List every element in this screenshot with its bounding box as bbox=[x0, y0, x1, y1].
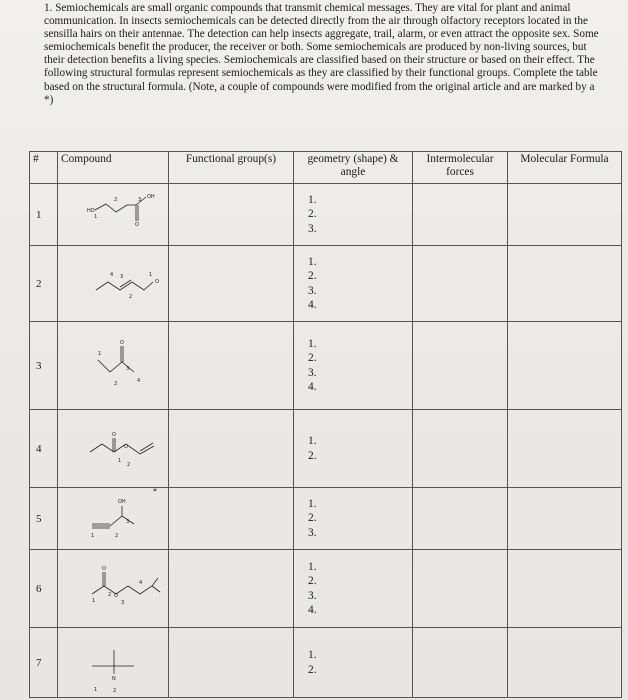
molecule-5-c3: 3 bbox=[126, 519, 130, 525]
table-row bbox=[30, 410, 622, 488]
molecule-1-c3: 3 bbox=[138, 197, 142, 203]
molecule-2-c2: 2 bbox=[129, 294, 133, 300]
row-number: 6 bbox=[30, 550, 58, 628]
molecule-1-c1: 1 bbox=[94, 214, 98, 220]
geometry-cell[interactable] bbox=[294, 410, 413, 488]
row-number: 5 bbox=[30, 488, 58, 550]
molecule-5-star: * bbox=[153, 488, 157, 496]
compound-structure-7 bbox=[58, 628, 169, 698]
molecule-2-o-label: O bbox=[155, 279, 159, 285]
row-number: 2 bbox=[30, 246, 58, 322]
geometry-item: 4. bbox=[308, 381, 317, 393]
compound-structure-6 bbox=[58, 550, 169, 628]
molecule-1-diagram bbox=[58, 184, 168, 244]
molecular-formula-cell[interactable] bbox=[508, 550, 622, 628]
molecule-1-c2: 2 bbox=[114, 197, 118, 203]
geometry-cell[interactable] bbox=[294, 246, 413, 322]
molecule-3-c4: 4 bbox=[137, 378, 141, 384]
geometry-item: 2. bbox=[308, 270, 317, 282]
geometry-item: 4. bbox=[308, 604, 317, 616]
geometry-cell[interactable] bbox=[294, 550, 413, 628]
molecule-5-c1: 1 bbox=[91, 533, 95, 539]
intermolecular-forces-cell[interactable] bbox=[413, 550, 508, 628]
molecule-1-o-label: O bbox=[135, 222, 139, 228]
table-row bbox=[30, 246, 622, 322]
geometry-cell[interactable] bbox=[294, 628, 413, 698]
compound-structure-4 bbox=[58, 410, 169, 488]
geometry-item: 1. bbox=[308, 435, 317, 447]
molecule-6-c2: 2 bbox=[108, 592, 112, 598]
intermolecular-forces-cell[interactable] bbox=[413, 184, 508, 246]
molecule-4-o-top-label: O bbox=[112, 432, 116, 438]
geometry-item: 2. bbox=[308, 208, 317, 221]
molecule-7-n-label: N bbox=[112, 676, 116, 682]
row-number: 3 bbox=[30, 322, 58, 410]
row-number: 4 bbox=[30, 410, 58, 488]
molecular-formula-cell[interactable] bbox=[508, 628, 622, 698]
header-num: # bbox=[30, 152, 58, 184]
molecule-4-diagram bbox=[58, 410, 168, 486]
geometry-item: 4. bbox=[308, 299, 317, 311]
functional-groups-cell[interactable] bbox=[169, 628, 294, 698]
geometry-cell[interactable] bbox=[294, 184, 413, 246]
molecule-2-diagram bbox=[58, 246, 168, 320]
molecule-3-c3: 3 bbox=[126, 366, 130, 372]
table-row bbox=[30, 488, 622, 550]
header-molecular-formula: Molecular Formula bbox=[508, 152, 622, 184]
row-number: 7 bbox=[30, 628, 58, 698]
intermolecular-forces-cell[interactable] bbox=[413, 488, 508, 550]
geometry-item: 2. bbox=[308, 663, 317, 676]
molecule-5-oh-label: OH bbox=[118, 499, 126, 505]
geometry-cell[interactable] bbox=[294, 488, 413, 550]
molecular-formula-cell[interactable] bbox=[508, 246, 622, 322]
molecular-formula-cell[interactable] bbox=[508, 322, 622, 410]
geometry-item: 3. bbox=[308, 589, 317, 602]
molecule-7-diagram bbox=[58, 628, 168, 696]
row-number: 1 bbox=[30, 184, 58, 246]
functional-groups-cell[interactable] bbox=[169, 246, 294, 322]
semiochemicals-table bbox=[29, 151, 622, 698]
molecule-6-o-ester-label: O bbox=[114, 593, 118, 599]
geometry-item: 3. bbox=[308, 526, 317, 539]
molecule-6-c3: 3 bbox=[121, 600, 125, 606]
molecule-3-c1: 1 bbox=[98, 351, 102, 357]
molecule-2-c4: 4 bbox=[110, 272, 114, 278]
molecular-formula-cell[interactable] bbox=[508, 410, 622, 488]
molecule-1-oh-label: OH bbox=[147, 194, 155, 200]
table-row bbox=[30, 322, 622, 410]
geometry-item: 2. bbox=[308, 575, 317, 587]
intermolecular-forces-cell[interactable] bbox=[413, 410, 508, 488]
molecule-3-diagram bbox=[58, 322, 168, 408]
table-row bbox=[30, 184, 622, 246]
molecule-7-c2: 2 bbox=[113, 688, 117, 694]
compound-structure-2 bbox=[58, 246, 169, 322]
molecule-3-c2: 2 bbox=[114, 381, 118, 387]
question-text: 1. Semiochemicals are small organic compounds that transmit chemical messages. They are vital for plant and animal communication. In insects semiochemicals can be detected directly from the air through olfactory receptors located in the sensilla hairs on their antennae. The detection can help insects aggregate, trail, alarm, or even attract the opposite sex. Some semiochemicals benefit the producer, the receiver or both. Some semiochemicals are produced by non-living sources, but their detection benefits a living species. Semiochemicals are classified based on their structure or based on their effect. The following structural formulas represent semiochemicals as they are classified by their functional groups. Complete the table based on the structural formula. (Note, a couple of compounds were modified from the original article and are marked by a *) bbox=[44, 2, 599, 106]
molecule-4-o-ester-label: O bbox=[124, 444, 128, 450]
molecular-formula-cell[interactable] bbox=[508, 488, 622, 550]
table-row bbox=[30, 628, 622, 698]
molecule-3-o-label: O bbox=[120, 340, 124, 346]
molecule-6-o-top-label: O bbox=[102, 566, 106, 572]
compound-structure-5 bbox=[58, 488, 169, 550]
molecule-2-c3: 3 bbox=[120, 274, 124, 280]
functional-groups-cell[interactable] bbox=[169, 410, 294, 488]
header-geometry: geometry (shape) & angle bbox=[294, 152, 413, 184]
molecule-6-c1: 1 bbox=[92, 598, 96, 604]
geometry-item: 1. bbox=[308, 193, 317, 206]
header-intermolecular-forces: Intermolecular forces bbox=[413, 152, 508, 184]
geometry-item: 1. bbox=[308, 649, 317, 661]
molecule-6-c4: 4 bbox=[139, 580, 143, 586]
molecule-5-c2: 2 bbox=[115, 533, 119, 539]
intermolecular-forces-cell[interactable] bbox=[413, 322, 508, 410]
geometry-item: 1. bbox=[308, 497, 317, 510]
compound-structure-1 bbox=[58, 184, 169, 246]
intermolecular-forces-cell[interactable] bbox=[413, 246, 508, 322]
geometry-item: 3. bbox=[308, 222, 317, 235]
molecule-1-ho-label: HO bbox=[87, 208, 95, 214]
geometry-item: 2. bbox=[308, 352, 317, 364]
geometry-item: 3. bbox=[308, 284, 317, 297]
geometry-item: 3. bbox=[308, 366, 317, 379]
molecule-7-c1: 1 bbox=[94, 687, 98, 693]
compound-structure-3 bbox=[58, 322, 169, 410]
molecule-4-c2: 2 bbox=[127, 462, 131, 468]
intermolecular-forces-cell[interactable] bbox=[413, 628, 508, 698]
header-compound: Compound bbox=[58, 152, 169, 184]
functional-groups-cell[interactable] bbox=[169, 184, 294, 246]
geometry-item: 1. bbox=[308, 560, 317, 573]
molecule-4-c1: 1 bbox=[118, 458, 122, 464]
table-row bbox=[30, 550, 622, 628]
header-row bbox=[30, 152, 622, 184]
functional-groups-cell[interactable] bbox=[169, 550, 294, 628]
functional-groups-cell[interactable] bbox=[169, 488, 294, 550]
molecule-5-diagram bbox=[58, 488, 168, 548]
geometry-cell[interactable] bbox=[294, 322, 413, 410]
geometry-item: 2. bbox=[308, 449, 317, 462]
functional-groups-cell[interactable] bbox=[169, 322, 294, 410]
geometry-item: 2. bbox=[308, 512, 317, 525]
molecular-formula-cell[interactable] bbox=[508, 184, 622, 246]
header-functional-groups: Functional group(s) bbox=[169, 152, 294, 184]
molecule-6-diagram bbox=[58, 550, 168, 626]
geometry-item: 1. bbox=[308, 337, 317, 350]
geometry-item: 1. bbox=[308, 255, 317, 268]
molecule-2-c1: 1 bbox=[149, 272, 153, 278]
